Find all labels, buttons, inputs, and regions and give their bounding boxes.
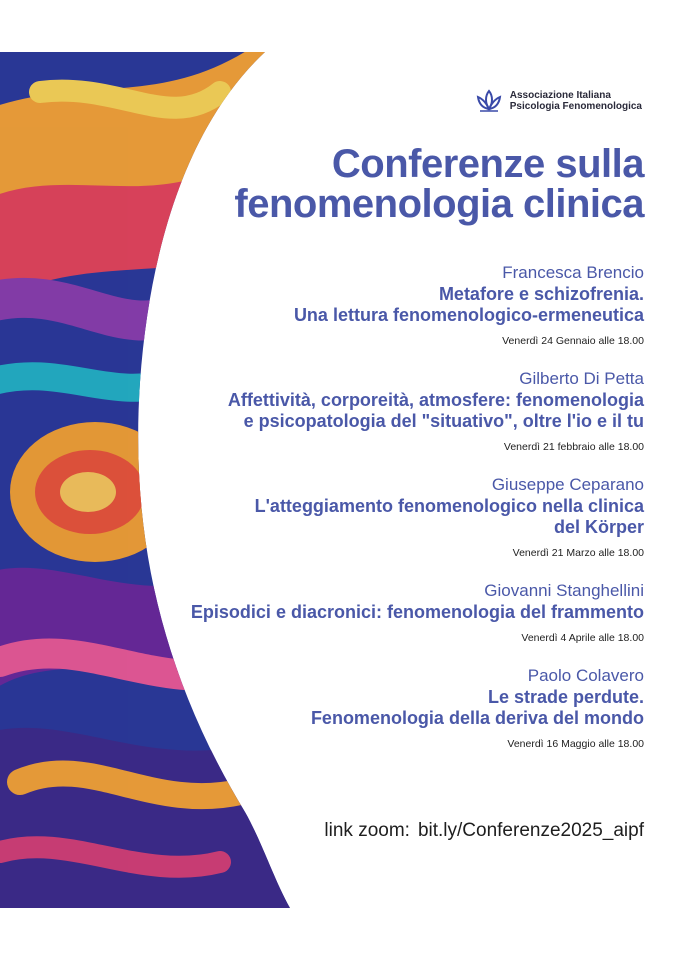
talk-date: Venerdì 21 Marzo alle 18.00 [512,547,644,559]
talk-title [144,496,644,538]
talk-title-line: Le strade perdute. [487,687,644,707]
talk-title-line: Affettività, corporeità, atmosfere: fenomenologia [227,390,644,410]
title-line2: fenomenologia clinica [234,182,644,226]
talk-list [144,262,644,771]
talk-title-line: Metafore e schizofrenia. [438,284,644,304]
talk-title-line: del Körper [553,517,644,537]
talk-date: Venerdì 21 febbraio alle 18.00 [503,441,644,453]
speaker-name: Paolo Colavero [527,666,644,685]
association-logo [474,88,642,114]
talk-title [144,284,644,326]
talk-title-line: Una lettura fenomenologico-ermeneutica [293,305,644,325]
org-name-line1: Associazione Italiana [509,90,611,101]
talk-date: Venerdì 16 Maggio alle 18.00 [507,738,644,750]
talk-date: Venerdì 4 Aprile alle 18.00 [521,632,644,644]
talk-item [144,665,644,751]
talk-item [144,580,644,645]
talk-item [144,262,644,348]
talk-title-line: L'atteggiamento fenomenologico nella clinica [254,496,644,516]
talk-date: Venerdì 24 Gennaio alle 18.00 [502,335,644,347]
zoom-link-url[interactable]: bit.ly/Conferenze2025_aipf [417,820,644,841]
title-line1: Conferenze sulla [331,142,644,186]
speaker-name: Francesca Brencio [502,263,644,282]
talk-title-line: Fenomenologia della deriva del mondo [310,708,644,728]
talk-title-line: e psicopatologia del "situativo", oltre l'io e il tu [243,411,644,431]
lotus-icon [474,88,504,114]
speaker-name: Giuseppe Ceparano [491,475,644,494]
zoom-link[interactable] [324,820,644,842]
talk-item [144,368,644,454]
zoom-link-label: link zoom: [324,820,410,841]
speaker-name: Giovanni Stanghellini [484,581,644,600]
talk-item [144,474,644,560]
talk-title-line: Episodici e diacronici: fenomenologia del frammento [190,602,644,622]
talk-title [144,687,644,729]
org-name-line2: Psicologia Fenomenologica [509,101,642,112]
speaker-name: Gilberto Di Petta [519,369,644,388]
page-title [234,144,644,224]
talk-title [144,390,644,432]
poster [0,52,680,908]
talk-title [144,602,644,623]
